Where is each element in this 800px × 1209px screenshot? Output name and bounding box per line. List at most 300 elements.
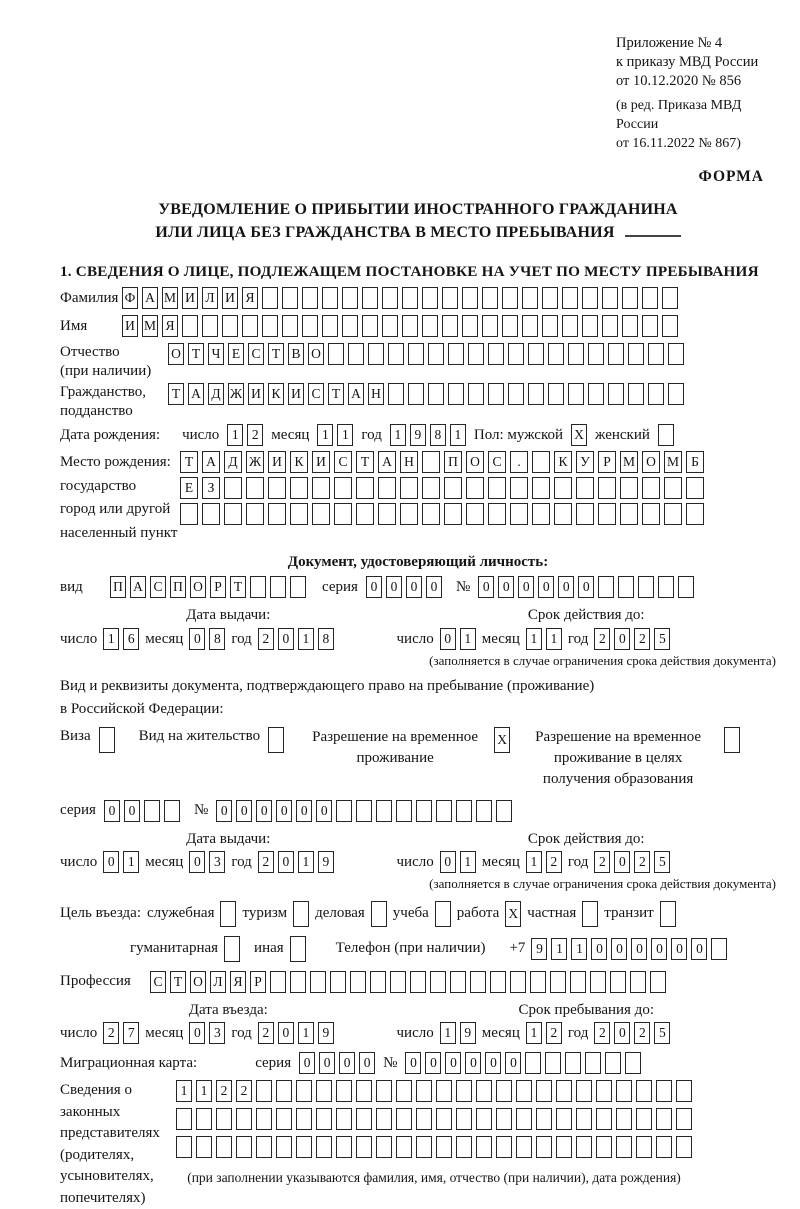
char-box[interactable] [334,477,352,499]
char-box[interactable]: 2 [634,1022,650,1044]
char-box[interactable] [610,971,626,993]
char-box[interactable] [246,477,264,499]
char-box[interactable]: 9 [318,1022,334,1044]
char-box[interactable] [282,315,298,337]
char-box[interactable] [246,503,264,525]
char-box[interactable]: 1 [196,1080,212,1102]
char-box[interactable]: 1 [298,851,314,873]
char-box[interactable] [356,477,374,499]
char-box[interactable]: 2 [594,628,610,650]
char-box[interactable] [642,315,658,337]
char-box[interactable] [668,383,684,405]
char-box[interactable]: Н [400,451,418,473]
char-box[interactable] [456,1080,472,1102]
char-box[interactable]: Ф [122,287,138,309]
char-box[interactable]: К [290,451,308,473]
char-box[interactable] [585,1052,601,1074]
char-box[interactable]: 9 [410,424,426,446]
char-box[interactable]: З [202,477,220,499]
char-box[interactable]: И [268,451,286,473]
char-box[interactable]: П [444,451,462,473]
char-box[interactable]: А [202,451,220,473]
char-box[interactable]: Т [268,343,284,365]
char-box[interactable] [556,1108,572,1130]
char-box[interactable] [422,477,440,499]
char-box[interactable] [565,1052,581,1074]
char-box[interactable] [482,287,498,309]
char-box[interactable]: 0 [386,576,402,598]
char-box[interactable] [662,287,678,309]
char-box[interactable]: С [308,383,324,405]
char-box[interactable] [462,287,478,309]
char-box[interactable] [336,1108,352,1130]
char-box[interactable] [436,1080,452,1102]
char-box[interactable] [620,503,638,525]
char-box[interactable] [196,1108,212,1130]
char-box[interactable]: Е [180,477,198,499]
char-box[interactable] [296,1108,312,1130]
char-box[interactable]: 5 [654,1022,670,1044]
char-box[interactable] [648,343,664,365]
char-box[interactable] [470,971,486,993]
char-box[interactable] [678,576,694,598]
char-box[interactable]: 1 [298,1022,314,1044]
char-box[interactable] [236,1136,252,1158]
char-box[interactable]: Т [170,971,186,993]
char-box[interactable] [616,1136,632,1158]
char-box[interactable] [602,287,618,309]
char-box[interactable] [530,971,546,993]
char-box[interactable]: Т [168,383,184,405]
char-box[interactable]: 0 [278,851,294,873]
char-box[interactable] [648,383,664,405]
char-box[interactable] [576,1080,592,1102]
char-box[interactable]: 0 [538,576,554,598]
char-box[interactable] [348,343,364,365]
char-box[interactable]: 2 [634,628,650,650]
char-box[interactable] [528,383,544,405]
char-box[interactable] [422,287,438,309]
char-box[interactable] [436,800,452,822]
char-box[interactable] [588,383,604,405]
char-box[interactable] [328,343,344,365]
char-box[interactable]: 2 [634,851,650,873]
char-box[interactable] [522,315,538,337]
char-box[interactable] [336,1136,352,1158]
char-box[interactable]: 0 [189,851,205,873]
char-box[interactable] [416,800,432,822]
char-box[interactable]: И [182,287,198,309]
char-box[interactable] [496,1108,512,1130]
char-box[interactable] [256,1136,272,1158]
char-box[interactable] [656,1108,672,1130]
char-box[interactable]: 5 [654,851,670,873]
char-box[interactable] [548,343,564,365]
char-box[interactable] [628,343,644,365]
char-box[interactable]: П [170,576,186,598]
char-box[interactable] [550,971,566,993]
char-box[interactable]: Ж [246,451,264,473]
char-box[interactable] [508,383,524,405]
char-box[interactable] [554,503,572,525]
char-box[interactable]: В [288,343,304,365]
char-box[interactable]: 0 [316,800,332,822]
char-box[interactable] [222,315,238,337]
char-box[interactable] [262,287,278,309]
char-box[interactable] [316,1080,332,1102]
char-box[interactable]: Р [250,971,266,993]
char-box[interactable]: 0 [611,938,627,960]
char-box[interactable] [636,1080,652,1102]
char-box[interactable] [658,424,674,446]
char-box[interactable]: 0 [278,1022,294,1044]
char-box[interactable]: И [248,383,264,405]
char-box[interactable]: О [190,576,206,598]
char-box[interactable] [532,451,550,473]
char-box[interactable] [330,971,346,993]
char-box[interactable] [476,1080,492,1102]
char-box[interactable] [711,938,727,960]
char-box[interactable] [422,451,440,473]
char-box[interactable]: 0 [216,800,232,822]
char-box[interactable] [99,727,115,753]
char-box[interactable] [660,901,676,927]
char-box[interactable] [290,936,306,962]
char-box[interactable]: С [334,451,352,473]
char-box[interactable] [502,315,518,337]
char-box[interactable] [605,1052,621,1074]
char-box[interactable]: Л [210,971,226,993]
char-box[interactable]: С [488,451,506,473]
char-box[interactable] [396,1108,412,1130]
char-box[interactable]: Е [228,343,244,365]
char-box[interactable] [686,503,704,525]
char-box[interactable] [368,343,384,365]
char-box[interactable]: 0 [256,800,272,822]
char-box[interactable] [668,343,684,365]
char-box[interactable] [282,287,298,309]
char-box[interactable] [356,503,374,525]
char-box[interactable] [676,1108,692,1130]
char-box[interactable] [625,1052,641,1074]
char-box[interactable]: 0 [505,1052,521,1074]
char-box[interactable]: П [110,576,126,598]
char-box[interactable] [402,315,418,337]
char-box[interactable] [356,1108,372,1130]
char-box[interactable] [490,971,506,993]
char-box[interactable]: О [308,343,324,365]
char-box[interactable] [293,901,309,927]
char-box[interactable] [450,971,466,993]
char-box[interactable] [336,1080,352,1102]
char-box[interactable] [664,477,682,499]
char-box[interactable] [466,503,484,525]
char-box[interactable] [382,287,398,309]
char-box[interactable] [608,343,624,365]
char-box[interactable]: Ж [228,383,244,405]
char-box[interactable] [290,576,306,598]
char-box[interactable]: 0 [478,576,494,598]
char-box[interactable] [608,383,624,405]
char-box[interactable] [536,1108,552,1130]
char-box[interactable]: X [505,901,521,927]
char-box[interactable] [408,383,424,405]
char-box[interactable] [422,503,440,525]
char-box[interactable]: 0 [445,1052,461,1074]
char-box[interactable]: 1 [103,628,119,650]
char-box[interactable]: И [288,383,304,405]
char-box[interactable]: 1 [440,1022,456,1044]
char-box[interactable] [638,576,654,598]
char-box[interactable]: 1 [390,424,406,446]
char-box[interactable] [290,971,306,993]
char-box[interactable] [410,971,426,993]
char-box[interactable] [502,287,518,309]
char-box[interactable] [436,1108,452,1130]
char-box[interactable]: 0 [578,576,594,598]
char-box[interactable] [662,315,678,337]
char-box[interactable] [250,576,266,598]
char-box[interactable] [588,343,604,365]
char-box[interactable]: Р [210,576,226,598]
char-box[interactable] [488,503,506,525]
char-box[interactable] [656,1136,672,1158]
char-box[interactable] [510,477,528,499]
char-box[interactable] [202,315,218,337]
char-box[interactable]: 0 [518,576,534,598]
char-box[interactable] [428,383,444,405]
char-box[interactable]: 8 [318,628,334,650]
char-box[interactable] [525,1052,541,1074]
char-box[interactable] [616,1080,632,1102]
char-box[interactable] [596,1108,612,1130]
char-box[interactable] [570,971,586,993]
char-box[interactable] [316,1108,332,1130]
char-box[interactable] [444,477,462,499]
char-box[interactable] [598,477,616,499]
char-box[interactable] [350,971,366,993]
char-box[interactable]: 1 [551,938,567,960]
char-box[interactable]: 1 [123,851,139,873]
char-box[interactable]: 7 [123,1022,139,1044]
char-box[interactable] [590,971,606,993]
char-box[interactable]: 0 [236,800,252,822]
char-box[interactable]: А [142,287,158,309]
char-box[interactable] [444,503,462,525]
char-box[interactable] [508,343,524,365]
char-box[interactable]: 1 [317,424,333,446]
char-box[interactable] [522,287,538,309]
char-box[interactable] [642,477,660,499]
char-box[interactable] [336,800,352,822]
char-box[interactable]: 3 [209,851,225,873]
char-box[interactable]: 2 [258,1022,274,1044]
char-box[interactable]: С [248,343,264,365]
char-box[interactable] [576,477,594,499]
char-box[interactable]: 1 [227,424,243,446]
char-box[interactable] [224,503,242,525]
char-box[interactable]: 9 [318,851,334,873]
char-box[interactable]: 0 [366,576,382,598]
char-box[interactable]: 2 [546,851,562,873]
char-box[interactable] [180,503,198,525]
char-box[interactable] [528,343,544,365]
char-box[interactable] [596,1136,612,1158]
char-box[interactable]: С [150,971,166,993]
char-box[interactable] [664,503,682,525]
char-box[interactable] [164,800,180,822]
char-box[interactable] [622,315,638,337]
char-box[interactable] [182,315,198,337]
char-box[interactable]: 0 [189,628,205,650]
char-box[interactable] [576,1108,592,1130]
char-box[interactable] [656,1080,672,1102]
char-box[interactable]: 0 [614,851,630,873]
char-box[interactable] [568,383,584,405]
char-box[interactable] [268,727,284,753]
char-box[interactable]: 0 [276,800,292,822]
char-box[interactable] [456,1136,472,1158]
char-box[interactable] [435,901,451,927]
char-box[interactable] [400,503,418,525]
char-box[interactable]: 2 [594,851,610,873]
char-box[interactable] [476,800,492,822]
char-box[interactable]: 8 [209,628,225,650]
char-box[interactable]: 2 [594,1022,610,1044]
char-box[interactable]: 0 [359,1052,375,1074]
char-box[interactable] [356,800,372,822]
char-box[interactable]: А [130,576,146,598]
char-box[interactable] [388,343,404,365]
char-box[interactable]: Я [242,287,258,309]
char-box[interactable] [636,1136,652,1158]
char-box[interactable]: А [188,383,204,405]
char-box[interactable]: 2 [258,851,274,873]
char-box[interactable] [598,576,614,598]
char-box[interactable] [582,315,598,337]
char-box[interactable] [542,287,558,309]
char-box[interactable]: 1 [526,1022,542,1044]
char-box[interactable] [428,343,444,365]
char-box[interactable]: 1 [526,851,542,873]
char-box[interactable] [196,1136,212,1158]
char-box[interactable]: 0 [189,1022,205,1044]
char-box[interactable] [532,477,550,499]
char-box[interactable]: 0 [124,800,140,822]
char-box[interactable] [582,901,598,927]
char-box[interactable]: Т [180,451,198,473]
char-box[interactable]: 0 [278,628,294,650]
char-box[interactable] [602,315,618,337]
char-box[interactable] [468,383,484,405]
char-box[interactable] [268,477,286,499]
char-box[interactable] [516,1108,532,1130]
char-box[interactable]: 0 [104,800,120,822]
char-box[interactable] [496,800,512,822]
char-box[interactable] [516,1080,532,1102]
char-box[interactable] [290,477,308,499]
char-box[interactable]: X [494,727,510,753]
char-box[interactable] [400,477,418,499]
char-box[interactable] [636,1108,652,1130]
char-box[interactable]: 2 [236,1080,252,1102]
char-box[interactable] [296,1080,312,1102]
char-box[interactable] [562,287,578,309]
char-box[interactable]: М [664,451,682,473]
char-box[interactable] [436,1136,452,1158]
char-box[interactable]: X [571,424,587,446]
char-box[interactable] [628,383,644,405]
char-box[interactable] [334,503,352,525]
char-box[interactable] [618,576,634,598]
char-box[interactable] [220,901,236,927]
char-box[interactable]: М [162,287,178,309]
char-box[interactable] [376,1080,392,1102]
char-box[interactable]: 9 [460,1022,476,1044]
char-box[interactable]: 1 [571,938,587,960]
char-box[interactable] [448,343,464,365]
char-box[interactable] [532,503,550,525]
char-box[interactable] [542,315,558,337]
char-box[interactable]: 0 [440,628,456,650]
char-box[interactable] [224,936,240,962]
char-box[interactable] [176,1136,192,1158]
char-box[interactable]: Т [230,576,246,598]
char-box[interactable] [310,971,326,993]
char-box[interactable] [536,1080,552,1102]
char-box[interactable] [466,477,484,499]
char-box[interactable] [442,315,458,337]
char-box[interactable] [650,971,666,993]
char-box[interactable] [516,1136,532,1158]
char-box[interactable] [430,971,446,993]
char-box[interactable] [496,1080,512,1102]
char-box[interactable]: О [642,451,660,473]
char-box[interactable] [202,503,220,525]
char-box[interactable] [356,1080,372,1102]
char-box[interactable] [216,1108,232,1130]
char-box[interactable] [144,800,160,822]
char-box[interactable] [596,1080,612,1102]
char-box[interactable] [686,477,704,499]
char-box[interactable] [276,1080,292,1102]
char-box[interactable] [510,971,526,993]
char-box[interactable]: 2 [258,628,274,650]
char-box[interactable] [536,1136,552,1158]
char-box[interactable] [256,1108,272,1130]
char-box[interactable]: 0 [591,938,607,960]
char-box[interactable]: 1 [546,628,562,650]
char-box[interactable]: И [312,451,330,473]
char-box[interactable] [270,576,286,598]
char-box[interactable] [376,1136,392,1158]
char-box[interactable] [476,1136,492,1158]
char-box[interactable] [582,287,598,309]
char-box[interactable]: О [190,971,206,993]
char-box[interactable] [176,1108,192,1130]
char-box[interactable] [378,477,396,499]
char-box[interactable] [382,315,398,337]
char-box[interactable] [216,1136,232,1158]
char-box[interactable]: Д [224,451,242,473]
char-box[interactable]: Я [230,971,246,993]
char-box[interactable] [658,576,674,598]
char-box[interactable] [422,315,438,337]
char-box[interactable]: 2 [247,424,263,446]
char-box[interactable] [448,383,464,405]
char-box[interactable] [256,1080,272,1102]
char-box[interactable]: А [378,451,396,473]
